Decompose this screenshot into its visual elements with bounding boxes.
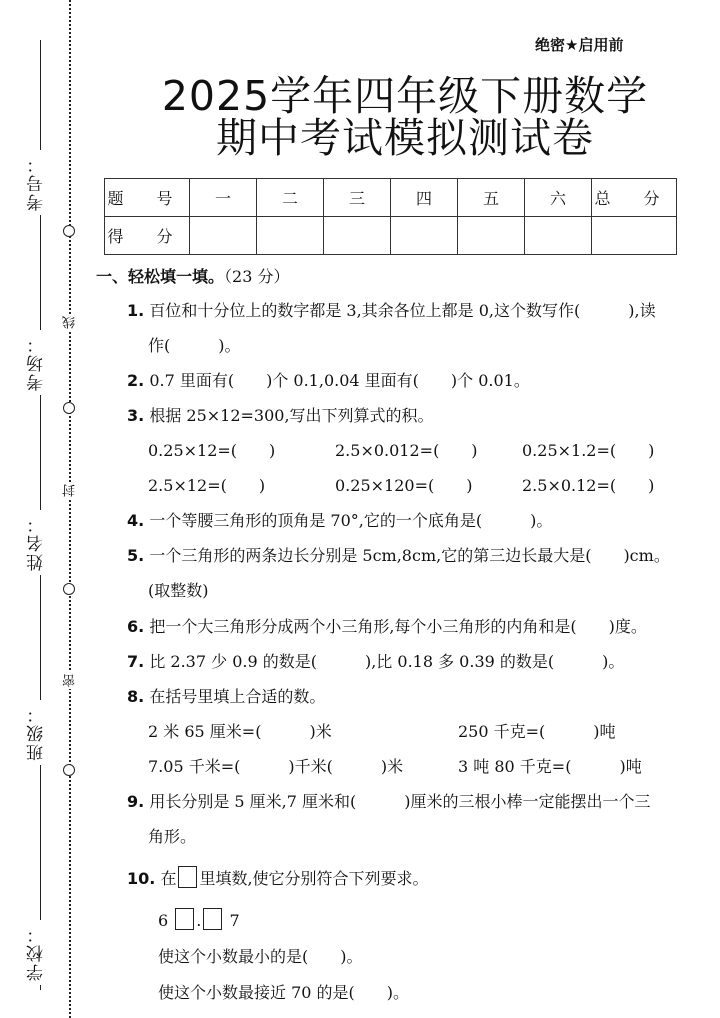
question-number: 4.	[127, 511, 145, 530]
label-school: 学校：	[24, 920, 49, 985]
question-text: 0.7 里面有( )个 0.1,0.04 里面有( )个 0.01。	[149, 371, 530, 390]
question-1	[127, 300, 656, 322]
conversion-item: 250 千克=( )吨	[458, 722, 616, 741]
label-exam-room: 考场：	[24, 330, 49, 395]
question-1-cont: 作( )。	[148, 336, 241, 355]
question-text-pre: 在	[160, 869, 177, 888]
question-text: 把一个大三角形分成两个小三角形,每个小三角形的内角和是( )度。	[149, 617, 647, 636]
calc-item: 2.5×0.012=( )	[335, 441, 478, 460]
score-cell: 一	[190, 179, 257, 217]
question-8	[127, 686, 325, 708]
digit-six: 6	[158, 911, 169, 930]
binding-circle	[63, 402, 75, 414]
question-number: 3.	[127, 406, 145, 425]
score-input-cell[interactable]	[324, 217, 391, 255]
question-9	[127, 791, 651, 813]
question-6	[127, 616, 647, 638]
question-text: 一个等腰三角形的顶角是 70°,它的一个底角是( )。	[149, 511, 553, 530]
score-input-cell[interactable]	[525, 217, 592, 255]
question-7	[127, 651, 624, 673]
score-cell: 三	[324, 179, 391, 217]
question-number: 1.	[127, 301, 145, 320]
calc-item: 0.25×12=( )	[148, 441, 276, 460]
score-input-cell[interactable]	[257, 217, 324, 255]
question-number: 10.	[127, 869, 156, 888]
seal-char-seal: 封	[63, 484, 78, 497]
conversion-item: 7.05 千米=( )千米( )米	[148, 757, 404, 776]
confidential-mark: 绝密★启用前	[535, 36, 624, 54]
blank-box[interactable]	[175, 908, 194, 930]
question-10-sub2: 使这个小数最接近 70 的是( )。	[158, 983, 410, 1002]
question-number: 8.	[127, 687, 145, 706]
decimal-point: .	[196, 911, 202, 930]
blank-box[interactable]	[178, 866, 197, 888]
calc-item: 0.25×120=( )	[335, 476, 473, 495]
question-5-cont: (取整数)	[148, 581, 209, 600]
question-text: 用长分别是 5 厘米,7 厘米和( )厘米的三根小棒一定能摆出一个三	[149, 792, 651, 811]
question-text: 根据 25×12=300,写出下列算式的积。	[149, 406, 434, 425]
section-points: （23 分）	[224, 267, 290, 286]
blank-box[interactable]	[203, 908, 222, 930]
section-title: 一、轻松填一填。	[96, 267, 225, 286]
binding-circle	[63, 764, 75, 776]
score-cell: 五	[458, 179, 525, 217]
sidebar-dotted-line	[69, 0, 71, 1018]
score-input-cell[interactable]	[190, 217, 257, 255]
score-input-cell[interactable]	[458, 217, 525, 255]
score-table-score-row	[105, 217, 677, 255]
question-9-cont: 角形。	[148, 827, 197, 846]
question-text: 在括号里填上合适的数。	[149, 687, 326, 706]
question-5	[127, 545, 670, 567]
binding-circle	[63, 583, 75, 595]
score-table-header-row	[105, 179, 677, 217]
score-cell: 四	[391, 179, 458, 217]
calc-item: 0.25×1.2=( )	[522, 441, 655, 460]
question-number: 5.	[127, 546, 145, 565]
conversion-item: 3 吨 80 千克=( )吨	[458, 757, 642, 776]
question-text: 比 2.37 少 0.9 的数是( ),比 0.18 多 0.39 的数是( )。	[149, 652, 625, 671]
label-class: 班级：	[24, 700, 49, 765]
question-text: 一个三角形的两条边长分别是 5cm,8cm,它的第三边长最大是( )cm。	[149, 546, 670, 565]
question-number: 9.	[127, 792, 145, 811]
exam-title-line1: 2025学年四年级下册数学	[161, 72, 649, 120]
exam-title-line2: 期中考试模拟测试卷	[216, 114, 594, 162]
score-input-cell[interactable]	[592, 217, 677, 255]
question-text: 百位和十分位上的数字都是 3,其余各位上都是 0,这个数写作( ),读	[149, 301, 656, 320]
conversion-item: 2 米 65 厘米=( )米	[148, 722, 332, 741]
section-heading	[96, 264, 289, 287]
question-4	[127, 510, 552, 532]
question-10-sub1: 使这个小数最小的是( )。	[158, 947, 363, 966]
score-table	[104, 178, 677, 255]
binding-sidebar	[0, 0, 90, 1018]
score-input-cell[interactable]	[391, 217, 458, 255]
question-number: 6.	[127, 617, 145, 636]
score-cell: 六	[525, 179, 592, 217]
score-cell-total: 总 分	[592, 179, 677, 217]
question-text-post: 里填数,使它分别符合下列要求。	[199, 869, 429, 888]
digit-seven: 7	[229, 911, 240, 930]
question-number: 7.	[127, 652, 145, 671]
label-exam-number: 考号：	[24, 150, 49, 215]
score-cell: 二	[257, 179, 324, 217]
question-2	[127, 370, 530, 392]
score-cell-label: 得 分	[105, 217, 190, 255]
calc-item: 2.5×12=( )	[148, 476, 266, 495]
seal-char-line: 线	[63, 316, 78, 329]
binding-circle	[63, 225, 75, 237]
calc-item: 2.5×0.12=( )	[522, 476, 655, 495]
seal-char-secret: 密	[63, 674, 78, 687]
decimal-template	[158, 908, 240, 932]
question-10	[127, 866, 429, 890]
label-name: 姓名：	[24, 510, 49, 575]
question-number: 2.	[127, 371, 145, 390]
question-3	[127, 405, 434, 427]
score-cell-label: 题 号	[105, 179, 190, 217]
